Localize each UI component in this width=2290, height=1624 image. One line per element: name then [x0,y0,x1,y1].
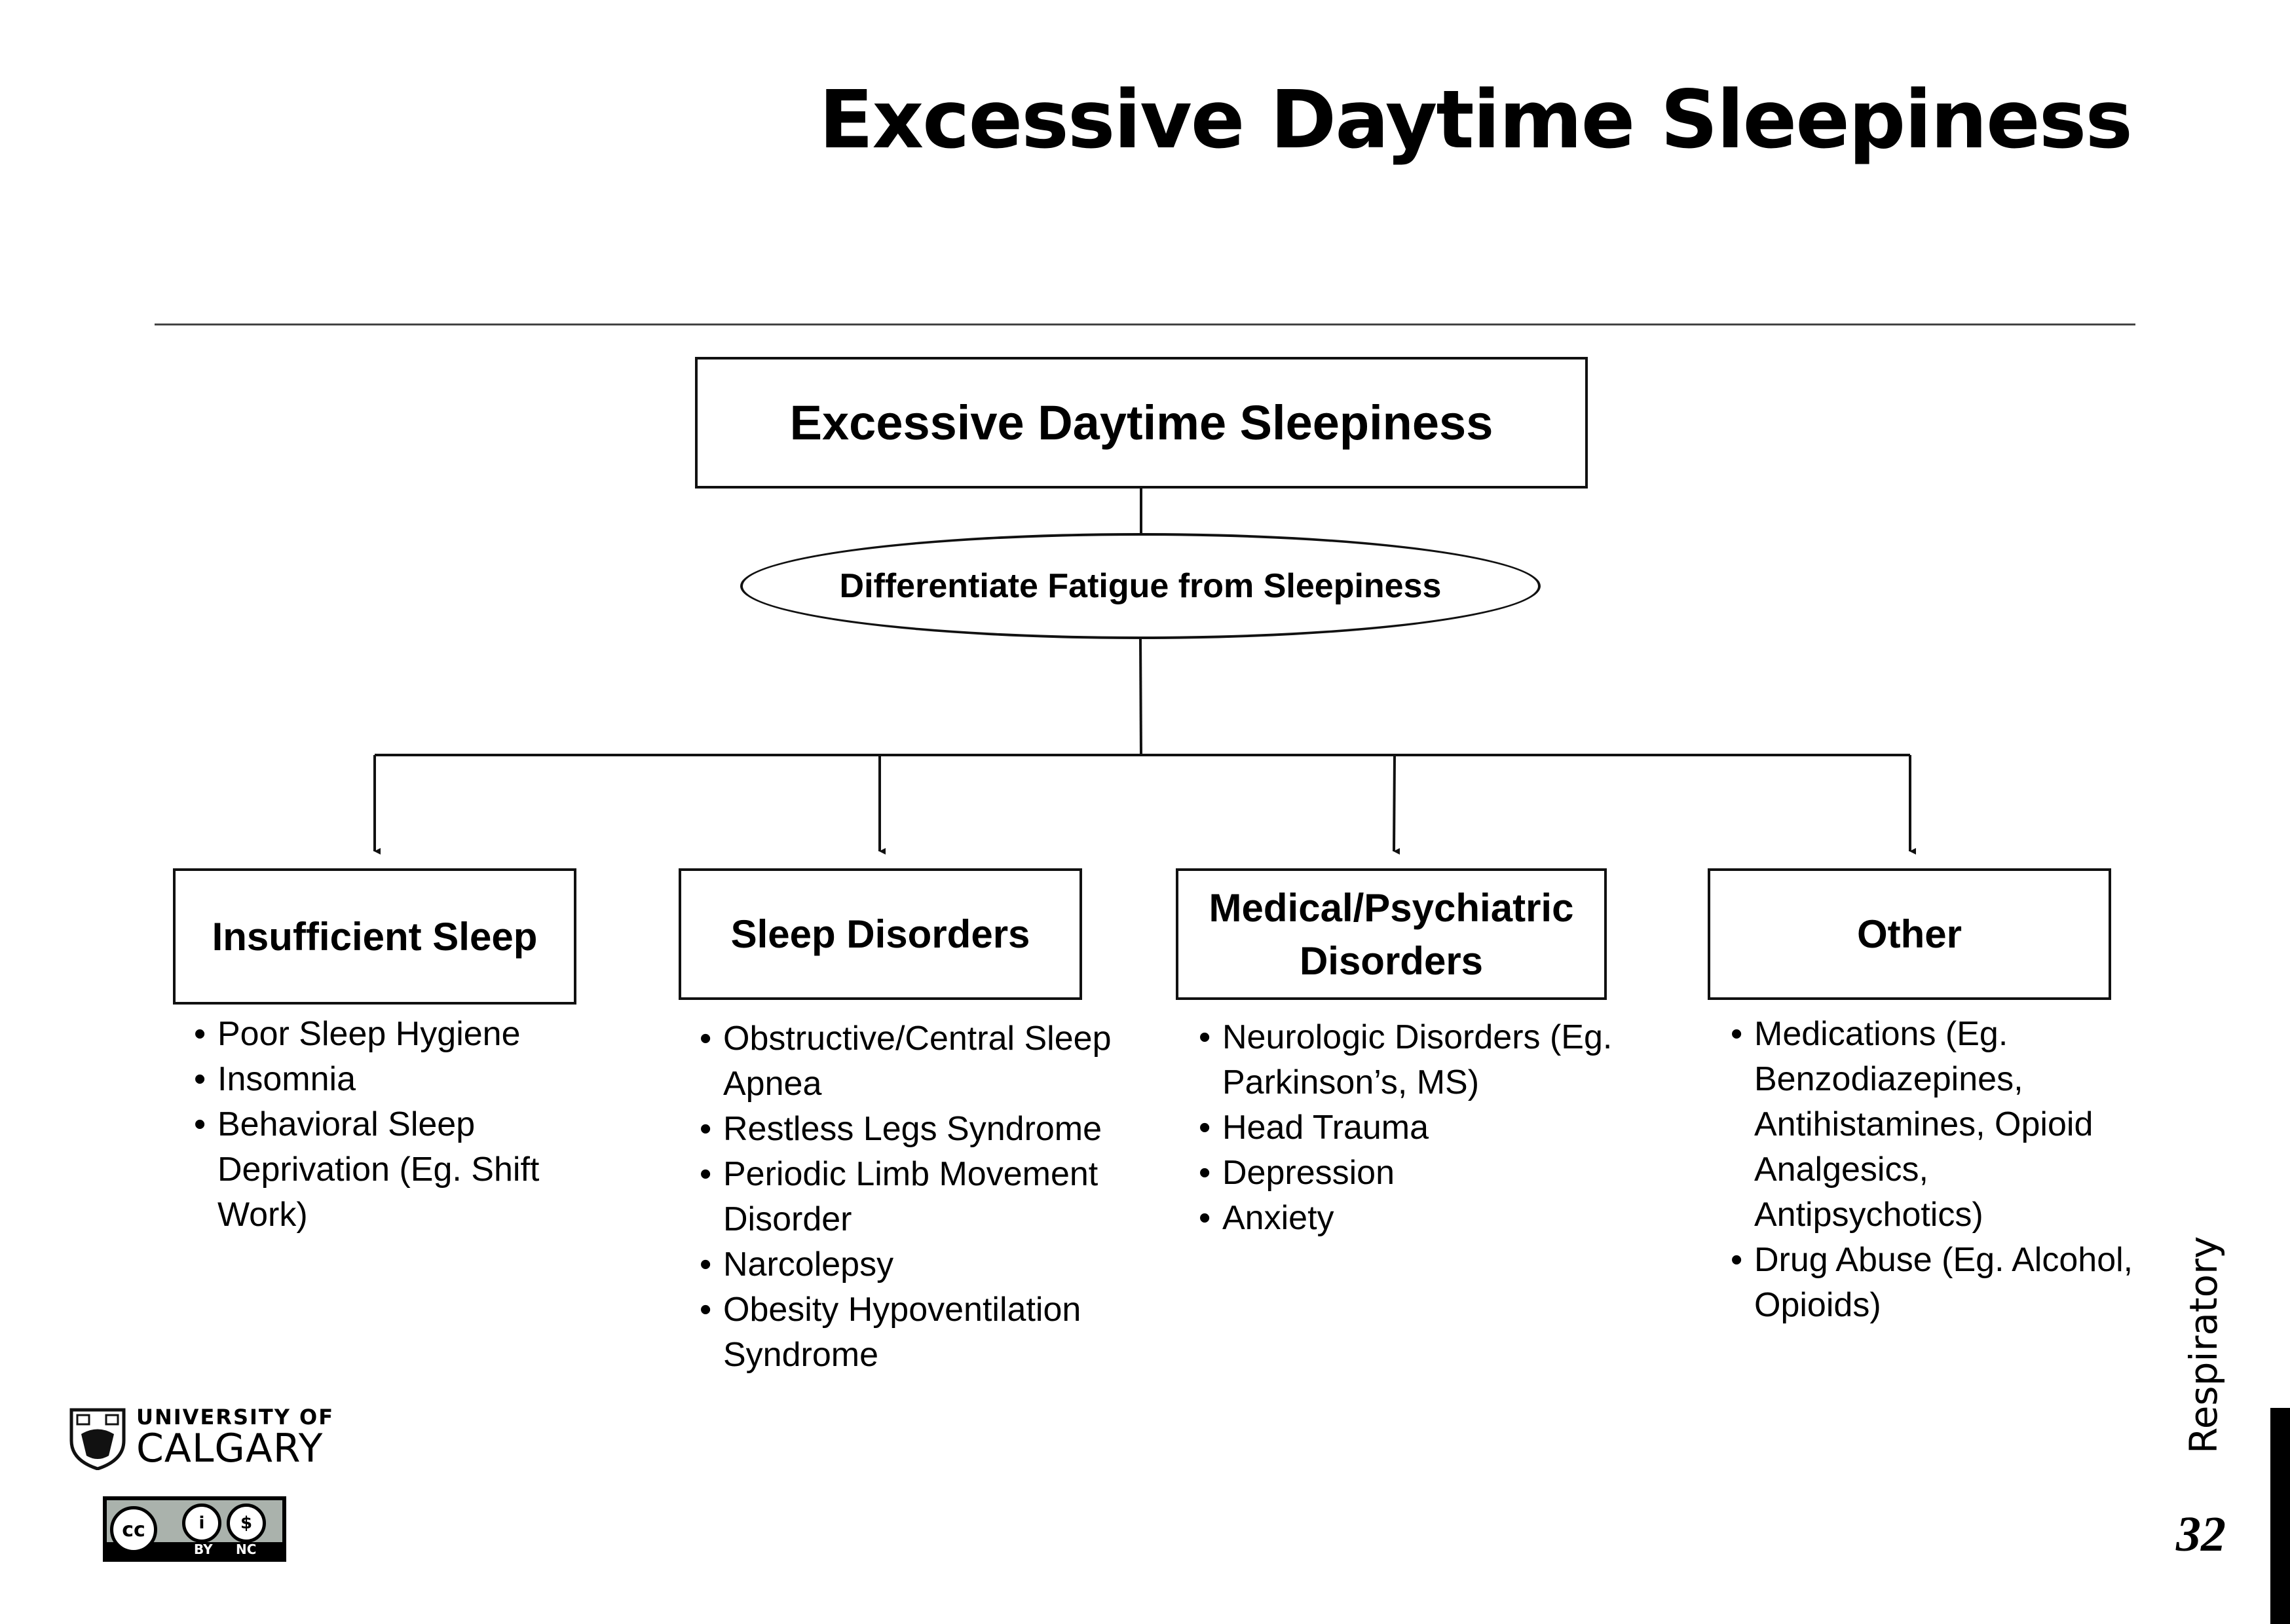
list-item: • Drug Abuse (Eg. Alcohol, Opioids) [1731,1238,2137,1328]
list-item: • Periodic Limb Movement Disorder [700,1152,1132,1242]
category-sleep-disorders: Sleep Disorders [679,868,1082,1000]
list-item: • Anxiety [1199,1196,1618,1241]
sleep-disorders-list [700,1016,1132,1378]
section-tab-bar [2270,1408,2290,1624]
list-item: • Behavioral Sleep Deprivation (Eg. Shift Work) [194,1102,574,1238]
list-item: • Insomnia [194,1057,574,1102]
list-item: • Medications (Eg. Benzodiazepines, Antihistamines, Opioid Analgesics, Antipsychotics) [1731,1012,2137,1238]
connector-step-to-branch [1140,639,1141,755]
list-item: • Head Trauma [1199,1105,1618,1151]
other-list [1731,1012,2137,1328]
university-logo [68,1405,334,1470]
root-node: Excessive Daytime Sleepiness [695,357,1588,489]
logo-text-line2: CALGARY [136,1426,324,1471]
list-item: • Poor Sleep Hygiene [194,1012,574,1057]
category-insufficient-sleep: Insufficient Sleep [173,868,576,1005]
category-other: Other [1708,868,2111,1000]
section-label: Respiratory [2181,1236,2226,1454]
list-item: • Depression [1199,1151,1618,1196]
logo-text-line1: UNIVERSITY OF [136,1405,335,1430]
non-commercial-icon: $ [227,1504,266,1543]
list-item: • Neurologic Disorders (Eg. Parkinson’s, MS) [1199,1015,1618,1105]
list-item: • Obstructive/Central Sleep Apnea [700,1016,1132,1107]
list-item: • Restless Legs Syndrome [700,1107,1132,1152]
attribution-icon: i [182,1504,221,1543]
license-by-label: BY [194,1541,213,1557]
page-title: Excessive Daytime Sleepiness [819,73,2131,166]
decision-step-node: Differentiate Fatigue from Sleepiness [740,533,1541,639]
page-number: 32 [2176,1507,2226,1562]
insufficient-sleep-list [194,1012,574,1238]
license-badge [103,1496,286,1562]
cc-icon: cc [110,1506,157,1553]
list-item: • Obesity Hypoventilation Syndrome [700,1287,1132,1378]
medical-psychiatric-list [1199,1015,1618,1241]
list-item: • Narcolepsy [700,1242,1132,1287]
license-nc-label: NC [236,1541,257,1557]
arrow-to-medical-psychiatric [1394,755,1395,851]
crest-icon [68,1405,127,1470]
category-medical-psychiatric: Medical/Psychiatric Disorders [1176,868,1607,1000]
